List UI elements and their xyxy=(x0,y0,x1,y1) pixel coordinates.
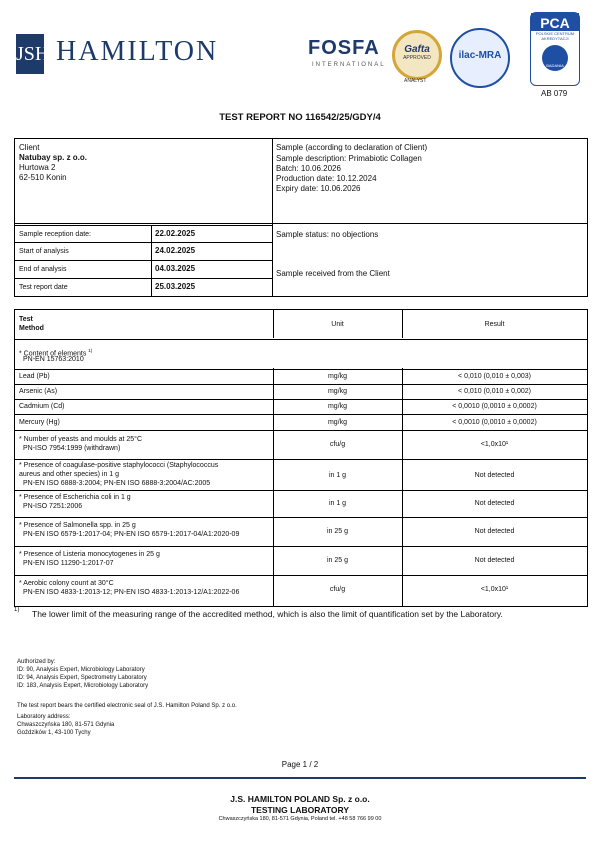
report-date-value: 25.03.2025 xyxy=(155,282,196,291)
sample-received: Sample received from the Client xyxy=(276,269,390,278)
lab-address-label: Laboratory address: xyxy=(17,714,71,720)
footer-lab: TESTING LABORATORY xyxy=(250,805,350,815)
test-unit: in 1 g xyxy=(328,472,347,479)
sample-expiry-date: Expiry date: 10.06.2026 xyxy=(276,184,361,193)
section-title: * Content of elements xyxy=(19,350,87,358)
element-result: < 0,010 (0,010 ± 0,002) xyxy=(458,388,531,395)
test-result: <1,0x10¹ xyxy=(480,586,509,593)
pca-accreditation-logo xyxy=(530,12,580,86)
report-date-label: Test report date xyxy=(19,284,68,291)
report-title: TEST REPORT NO 116542/25/GDY/4 xyxy=(219,112,381,123)
gafta-logo-sub: APPROVED xyxy=(403,55,431,61)
lab-address-line: Goździków 1, 43-100 Tychy xyxy=(17,730,91,736)
test-unit: in 25 g xyxy=(326,528,349,535)
header-unit: Unit xyxy=(331,321,344,328)
results-table xyxy=(14,309,588,607)
sample-batch: Batch: 10.06.2026 xyxy=(276,164,341,173)
fosfa-logo: FOSFA xyxy=(308,37,380,59)
test-name: * Presence of Listeria monocytogenes in 25 g xyxy=(19,551,160,558)
element-result: < 0,010 (0,010 ± 0,003) xyxy=(458,373,531,380)
header-test: Test xyxy=(19,316,33,323)
test-method: PN-ISO 7251:2006 xyxy=(23,503,83,510)
header-result: Result xyxy=(484,321,505,328)
element-name: Lead (Pb) xyxy=(19,373,50,380)
accreditation-number: AB 079 xyxy=(541,89,568,98)
footer-divider xyxy=(14,777,586,779)
client-street: Hurtowa 2 xyxy=(19,163,56,172)
lab-address-line: Chwaszczyńska 180, 81-571 Gdynia xyxy=(17,722,115,728)
element-result: < 0,0010 (0,0010 ± 0,0002) xyxy=(452,419,537,426)
page-number: Page 1 / 2 xyxy=(281,760,319,769)
gafta-logo xyxy=(392,30,442,80)
element-name: Cadmium (Cd) xyxy=(19,403,65,410)
element-name: Arsenic (As) xyxy=(19,388,58,395)
authorized-person: ID: 94, Analysis Expert, Spectrometry Laboratory xyxy=(17,675,147,681)
test-unit: cfu/g xyxy=(329,441,346,448)
element-unit: mg/kg xyxy=(327,419,348,426)
footer-address: Chwaszczyńska 180, 81-571 Gdynia, Poland tel. +48 58 766 99 00 xyxy=(218,816,382,822)
reception-date-label: Sample reception date: xyxy=(19,231,91,238)
authorized-person: ID: 90, Analysis Expert, Microbiology Laboratory xyxy=(17,667,145,673)
test-unit: in 25 g xyxy=(326,557,349,564)
reception-date-value: 22.02.2025 xyxy=(155,229,196,238)
ilac-mra-logo xyxy=(450,28,510,88)
test-result: Not detected xyxy=(474,528,515,535)
header-method: Method xyxy=(19,325,44,332)
element-unit: mg/kg xyxy=(327,403,348,410)
sample-status: Sample status: no objections xyxy=(276,230,379,239)
test-method: PN-EN ISO 11290-1:2017-07 xyxy=(23,560,114,567)
element-unit: mg/kg xyxy=(327,373,348,380)
client-label: Client xyxy=(19,143,40,152)
test-result: <1,0x10¹ xyxy=(480,441,509,448)
pca-logo-text: PCA xyxy=(531,13,579,31)
client-city: 62-510 Konin xyxy=(19,173,67,182)
element-result: < 0,0010 (0,0010 ± 0,0002) xyxy=(452,403,537,410)
pca-logo-subtitle: POLSKIE CENTRUM AKREDYTACJI xyxy=(535,31,575,41)
authorized-person: ID: 183, Analysis Expert, Microbiology Laboratory xyxy=(17,683,149,689)
test-name: * Number of yeasts and moulds at 25°C xyxy=(19,436,143,443)
start-analysis-label: Start of analysis xyxy=(19,248,69,255)
test-method: PN-EN ISO 6579-1:2017-04; PN-EN ISO 6579-1:2017-04/A1:2020-09 xyxy=(23,531,240,538)
section-footnote-ref: 1) xyxy=(88,348,93,353)
test-name: * Presence of coagulase-positive staphylococci (Staphylococcus xyxy=(19,462,219,469)
authorized-label: Authorized by: xyxy=(17,659,56,665)
sample-description: Sample description: Primabiotic Collagen xyxy=(276,154,422,163)
footnote-text: The lower limit of the measuring range of the accredited method, which is also the limit of quantification set by the Laboratory. xyxy=(32,609,503,619)
ilac-logo-text: ilac-MRA xyxy=(458,50,502,61)
test-name: * Aerobic colony count at 30°C xyxy=(19,580,114,587)
pca-badge: BADANIA xyxy=(542,45,568,71)
test-result: Not detected xyxy=(474,557,515,564)
section-method: PN-EN 15763:2010 xyxy=(23,356,84,363)
test-name: * Presence of Salmonella spp. in 25 g xyxy=(19,522,136,529)
sample-production-date: Production date: 10.12.2024 xyxy=(276,174,377,183)
gafta-logo-text: Gafta xyxy=(404,44,430,55)
end-analysis-value: 04.03.2025 xyxy=(155,264,196,273)
end-analysis-label: End of analysis xyxy=(19,266,67,273)
test-unit: cfu/g xyxy=(329,586,346,593)
sample-info-table xyxy=(14,138,588,297)
company-logo-mark: JSH xyxy=(16,34,44,74)
test-name: * Presence of Escherichia coli in 1 g xyxy=(19,494,131,501)
test-result: Not detected xyxy=(474,500,515,507)
test-unit: in 1 g xyxy=(328,500,347,507)
company-logo-text: HAMILTON xyxy=(56,36,219,67)
fosfa-logo-subtitle: INTERNATIONAL xyxy=(312,62,386,68)
sample-label: Sample (according to declaration of Client) xyxy=(276,143,428,152)
element-unit: mg/kg xyxy=(327,388,348,395)
test-name-cont: aureus and other species) in 1 g xyxy=(19,471,120,478)
gafta-analyst-label: ANALYST xyxy=(404,78,427,84)
footnote-number: 1) xyxy=(14,607,20,613)
element-name: Mercury (Hg) xyxy=(19,419,60,426)
footer-company: J.S. HAMILTON POLAND Sp. z o.o. xyxy=(230,794,370,804)
test-method: PN-ISO 7954:1999 (withdrawn) xyxy=(23,445,121,452)
start-analysis-value: 24.02.2025 xyxy=(155,246,196,255)
test-method: PN-EN ISO 4833-1:2013-12; PN-EN ISO 4833-1:2013-12/A1:2022-06 xyxy=(23,589,240,596)
seal-note: The test report bears the certified electronic seal of J.S. Hamilton Poland Sp. z o.o. xyxy=(17,703,237,709)
test-method: PN-EN ISO 6888-3:2004; PN-EN ISO 6888-3:2004/AC:2005 xyxy=(23,480,211,487)
client-name: Natubay sp. z o.o. xyxy=(19,153,88,162)
test-result: Not detected xyxy=(474,472,515,479)
